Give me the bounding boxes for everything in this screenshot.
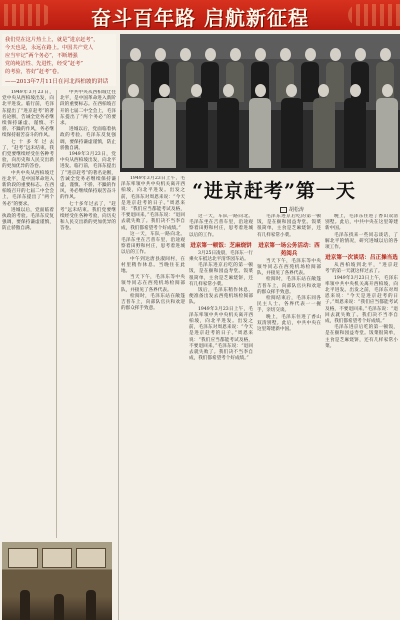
photo-figure xyxy=(86,590,96,620)
paragraph: 毛泽东进京后吃的第一顿饭，是在颐和园益寿堂。饭菜很简单，主食是芝麻烧饼，还有几样家常小菜。 xyxy=(257,214,321,238)
paragraph: 进城以后，党面临着执政的考验。毛泽东反复强调，要保持谦虚谨慎，防止骄傲自满。 xyxy=(60,127,116,151)
paragraph: 从西柏坡到北平，“进京赶考”的第一天就这样过去了。 xyxy=(325,263,398,275)
column-divider xyxy=(118,176,119,620)
section-subhead: 进京第一场公务活动：西苑阅兵 xyxy=(258,242,320,257)
photo-frame xyxy=(42,548,72,568)
paragraph: 检阅时，毛泽东站在敞篷吉普车上，向部队官兵和欢迎的群众挥手致意。 xyxy=(121,293,185,312)
paragraph: 中共中央从西柏坡迁往北平，是中国革命进入新阶段的重要标志。在西柏坡召开的七届二中全会上，毛泽东提出了“两个务必”的要求。 xyxy=(2,170,54,207)
quote-line: 的考验，答好“赶考”卷。 xyxy=(5,69,63,75)
photo-frame xyxy=(76,548,106,568)
paragraph: 检阅结束后，毛泽东同各民主人士、各界代表一一握手，亲切交谈。 xyxy=(257,296,321,314)
author-icon xyxy=(280,207,287,213)
paragraph: 当天下午，毛泽东等中央领导同志在西苑机场检阅部队，并接见了各界代表。 xyxy=(257,258,321,277)
paragraph: 饭后，毛泽东稍作休息，便准备出发去西苑机场检阅部队。 xyxy=(189,288,253,306)
photo-figure xyxy=(20,590,30,620)
quote-line: 今天也是，永远在路上。中国共产党人 xyxy=(5,45,94,51)
banner-title: 奋斗百年路 启航新征程 xyxy=(91,6,309,30)
quote-line: 应当牢记“两个务必”，不断增强 xyxy=(5,53,78,59)
quote-line: 我们党在这片热土上，就是“进京赶考”， xyxy=(5,37,99,43)
paragraph: 中午到达唐县淑闾村，在村里稍作休息。当晚住在此地。 xyxy=(121,256,185,275)
paragraph: 七十多年过去了，“赶考”远未结束。我们党要继续经受住各种考验，向历史和人民交出新的更加优异的答卷。 xyxy=(60,201,116,232)
byline-author: 胡松涛 xyxy=(289,207,305,213)
article-column-2 xyxy=(189,214,253,620)
quote-source: ——2013年7月11日在河北西柏坡的讲话 xyxy=(5,79,109,85)
paragraph: 1949年3月23日上午，毛泽东率领中共中央机关离开西柏坡，向北平进发。出发之前，毛泽东对周恩来说：“今天是进京赶考的日子。”周恩来说：“我们应当都能考试及格，不要退回来。”毛泽东说：“退回去就失败了。我们决不当李自成，我们都希望考个好成绩。” xyxy=(189,306,253,362)
paragraph: 3月25日凌晨，毛泽东一行乘火车抵达北平清华园车站。 xyxy=(189,250,253,263)
exhibit-photo xyxy=(2,542,112,620)
header-banner xyxy=(0,0,400,30)
paragraph: 七十多年过去了，“赶考”远未结束。我们党要继续经受住各种考验，向历史和人民交出新的更加优异的答卷。 xyxy=(2,139,54,170)
group-photo xyxy=(120,34,400,172)
quote-line: 党的纯洁性、先进性，经受“赶考” xyxy=(5,61,83,67)
paragraph: 毛泽东找来一些同志谈话，了解北平的情况，研究进城以后的各项工作。 xyxy=(325,232,398,251)
paragraph: 当天下午，毛泽东等中央领导同志在西苑机场检阅部队，并接见了各界代表。 xyxy=(121,275,185,293)
paragraph: 这一天，车队一路向北。毛泽东坐在吉普车里，沿途观察着田野和村庄，思考着进城以后的工作。 xyxy=(189,214,253,238)
photo-frame xyxy=(8,548,38,568)
left-column-1 xyxy=(2,90,54,536)
photo-figure xyxy=(54,594,64,620)
paragraph: 1949年3月23日，党中央从西柏坡出发，向北平进发。临行前，毛泽东提出了“进京赶考”的著名论断，告诫全党务必继续保持谦虚、谨慎、不骄、不躁的作风，务必继续保持艰苦奋斗的作风。 xyxy=(2,90,54,139)
paragraph: 检阅时，毛泽东站在敞篷吉普车上，向部队官兵和欢迎的群众挥手致意。 xyxy=(257,277,321,295)
byline xyxy=(280,206,304,213)
left-column-2 xyxy=(60,90,116,536)
paragraph: 这一天，车队一路向北。毛泽东坐在吉普车里，沿途观察着田野和村庄，思考着进城以后的工作。 xyxy=(121,231,185,256)
article-column-3 xyxy=(257,214,321,620)
paragraph: 1949年3月23日上午，毛泽东率领中共中央机关离开西柏坡，向北平进发。出发之前，毛泽东对周恩来说：“今天是进京赶考的日子。”周恩来说：“我们应当都能考试及格，不要退回来。”毛泽东说：“退回去就失败了。我们决不当李自成，我们都希望考个好成绩。” xyxy=(325,275,398,325)
paragraph: 1949年3月23日，党中央从西柏坡出发，向北平进发。临行前，毛泽东提出了“进京赶考”的著名论断，告诫全党务必继续保持谦虚、谨慎、不骄、不躁的作风，务必继续保持艰苦奋斗的作风。 xyxy=(60,152,116,201)
paragraph: 毛泽东进京后吃的第一顿饭，是在颐和园益寿堂。饭菜很简单，主食是芝麻烧饼，还有几样家常小菜。 xyxy=(189,263,253,287)
paragraph: 毛泽东进京后吃的第一顿饭，是在颐和园益寿堂。饭菜很简单，主食是芝麻烧饼，还有几样家常小菜。 xyxy=(325,325,398,349)
paragraph: 进城以后，党面临着执政的考验。毛泽东反复强调，要保持谦虚谨慎，防止骄傲自满。 xyxy=(2,207,54,232)
article-column-1 xyxy=(121,176,185,620)
paragraph: 1949年3月23日上午，毛泽东率领中共中央机关离开西柏坡，向北平进发。出发之前，毛泽东对周恩来说：“今天是进京赶考的日子。”周恩来说：“我们应当都能考试及格，不要退回来。”毛泽东说：“退回去就失败了。我们决不当李自成，我们都希望考个好成绩。” xyxy=(121,176,185,231)
section-subhead: 进京第一顿饭：芝麻烧饼 xyxy=(190,242,252,249)
paragraph: 晚上，毛泽东住进了香山双清别墅。此后，中共中央在这里筹建新中国。 xyxy=(325,214,398,232)
article-headline: “进京赶考”第一天 xyxy=(192,180,356,202)
paragraph: 中共中央从西柏坡迁往北平，是中国革命进入新阶段的重要标志。在西柏坡召开的七届二中全会上，毛泽东提出了“两个务必”的要求。 xyxy=(60,90,116,127)
column-divider xyxy=(56,90,57,538)
photo-front-row xyxy=(122,84,398,168)
section-subhead: 进京第一次谈话：吕正操当选 xyxy=(325,255,398,262)
article-column-4 xyxy=(325,214,398,620)
paragraph: 晚上，毛泽东住进了香山双清别墅。此后，中共中央在这里筹建新中国。 xyxy=(257,314,321,333)
quote-box xyxy=(2,34,116,86)
